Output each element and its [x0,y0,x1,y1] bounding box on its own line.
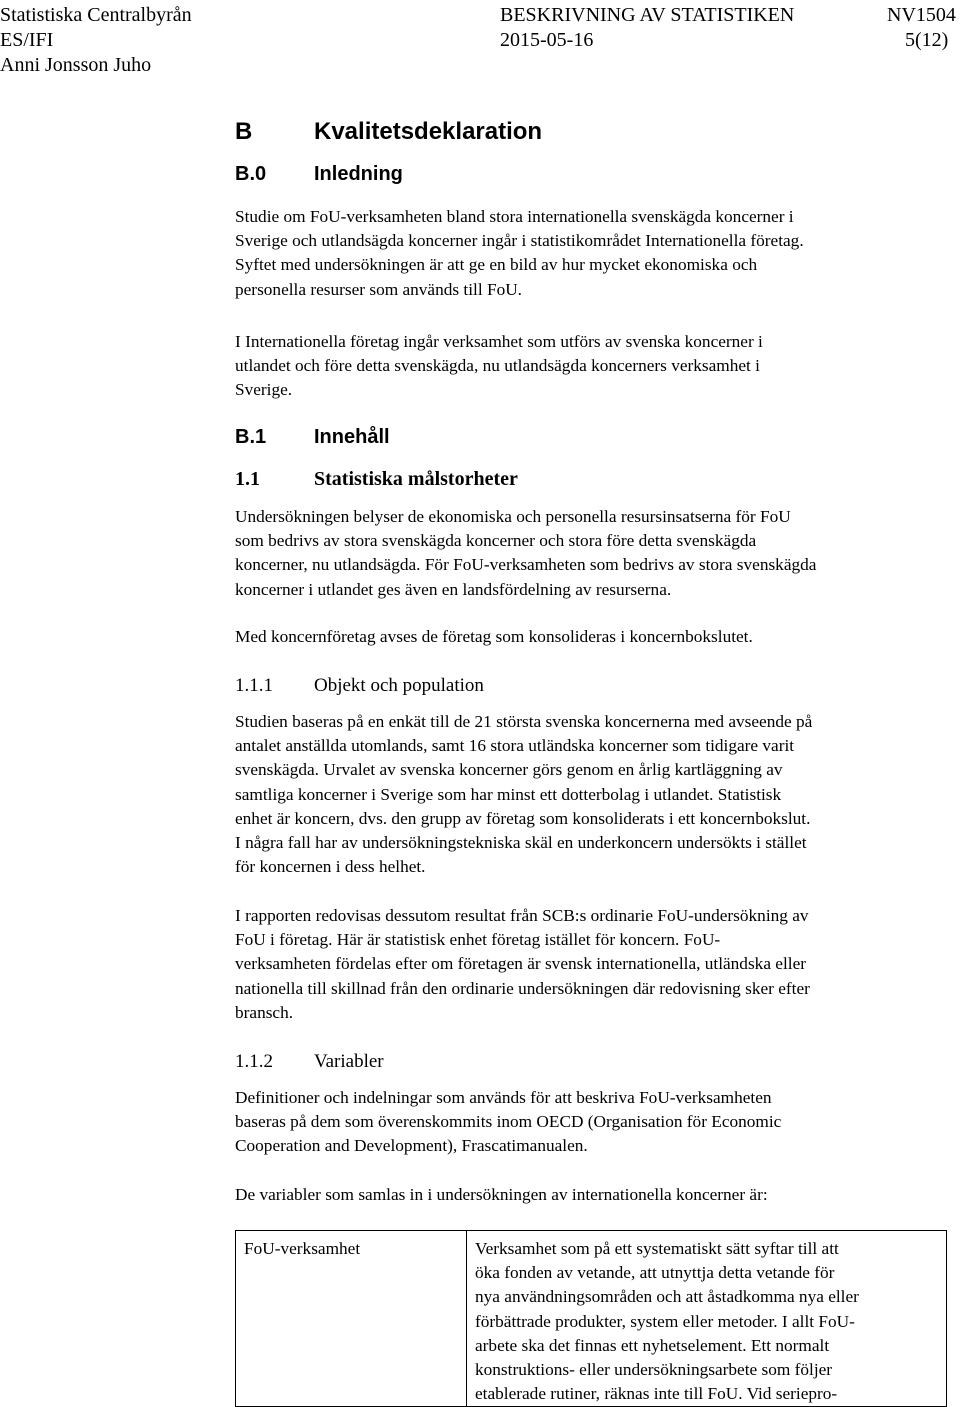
variable-definition-cell: Verksamhet som på ett systematiskt sätt syftar till att öka fonden av vetande, att utnyttja detta vetande för nya användningsområden och att åstadkomma nya eller förbättrade produkter, system eller metoder. I allt FoU- arbete ska det finnas ett nyhetselement. Ett normalt konstruktions- eller undersökningsarbete som följer etablerade rutiner, räknas inte till FoU. Vid seriepro- [467,1231,947,1407]
header-date: 2015-05-16 [500,29,594,51]
header-doc-type: BESKRIVNING AV STATISTIKEN [500,4,795,26]
heading-b1-title: Innehåll [314,426,390,448]
heading-1-1-2-number: 1.1.2 [235,1051,273,1072]
heading-b1-number: B.1 [235,426,267,448]
paragraph-1-1-1-b: I rapporten redovisas dessutom resultat från SCB:s ordinarie FoU-undersökning av FoU i företag. Här är statistisk enhet företag istället för koncern. FoU- verksamheten fördelas efter om företagen är svensk internationella, utländska eller nationella till skillnad från den ordinarie undersökningen där redovisning sker efter bransch. [235,906,810,1022]
variables-table [235,1230,947,1407]
paragraph-1-1-2-a: Definitioner och indelningar som används för att beskriva FoU-verksamheten baseras på dem som överenskommits inom OECD (Organisation för Economic Cooperation and Development), Frascatimanualen. [235,1088,782,1156]
heading-b-title: Kvalitetsdeklaration [314,118,543,145]
table-row [236,1231,947,1407]
heading-1-1-1-title: Objekt och population [314,675,484,696]
header-author: Anni Jonsson Juho [0,54,152,76]
paragraph-1-1-a: Undersökningen belyser de ekonomiska och personella resursinsatserna för FoU som bedrivs av stora svenskägda koncerner och stora före detta svenskägda koncerner, nu utlandsägda. För FoU-verksamheten som bedrivs av stora svenskägda koncerner i utlandet ges även en landsfördelning av resurserna. [235,507,817,599]
paragraph-1-1-1-a: Studien baseras på en enkät till de 21 största svenska koncernerna med avseende på antalet anställda utomlands, samt 16 stora utländska koncerner som tidigare varit svenskägda. Urvalet av svenska koncerner görs genom en årlig kartläggning av samtliga koncerner i Sverige som har minst ett dotterbolag i utlandet. Statistisk enhet är koncern, dvs. den grupp av företag som konsoliderats i ett koncernbokslut. I några fall har av undersökningstekniska skäl en underkoncern undersökts i stället för koncernen i dess helhet. [235,712,813,877]
paragraph-1-1-2-b: De variabler som samlas in i undersökningen av internationella koncerner är: [235,1185,768,1204]
header-page-number: 5(12) [905,29,949,51]
heading-b-number: B [235,118,253,145]
paragraph-intro-2: I Internationella företag ingår verksamhet som utförs av svenska koncerner i utlandet och före detta svenskägda, nu utlandsägda koncerners verksamhet i Sverige. [235,332,763,400]
header-org: Statistiska Centralbyrån [0,4,192,26]
paragraph-1-1-b: Med koncernföretag avses de företag som konsolideras i koncernbokslutet. [235,627,753,646]
variable-term-cell: FoU-verksamhet [236,1231,467,1407]
paragraph-intro-1: Studie om FoU-verksamheten bland stora internationella svenskägda koncerner i Sverige och utlandsägda koncerner ingår i statistikområdet Internationella företag. Syftet med undersökningen är att ge en bild av hur mycket ekonomiska och personella resurser som används till FoU. [235,207,804,299]
heading-1-1-title: Statistiska målstorheter [314,468,518,490]
heading-1-1-number: 1.1 [235,468,260,490]
heading-1-1-2-title: Variabler [314,1051,384,1072]
heading-b0-number: B.0 [235,163,267,185]
header-doc-id: NV1504 [887,4,956,26]
header-unit: ES/IFI [0,29,54,51]
heading-1-1-1-number: 1.1.1 [235,675,273,696]
heading-b0-title: Inledning [314,163,403,185]
